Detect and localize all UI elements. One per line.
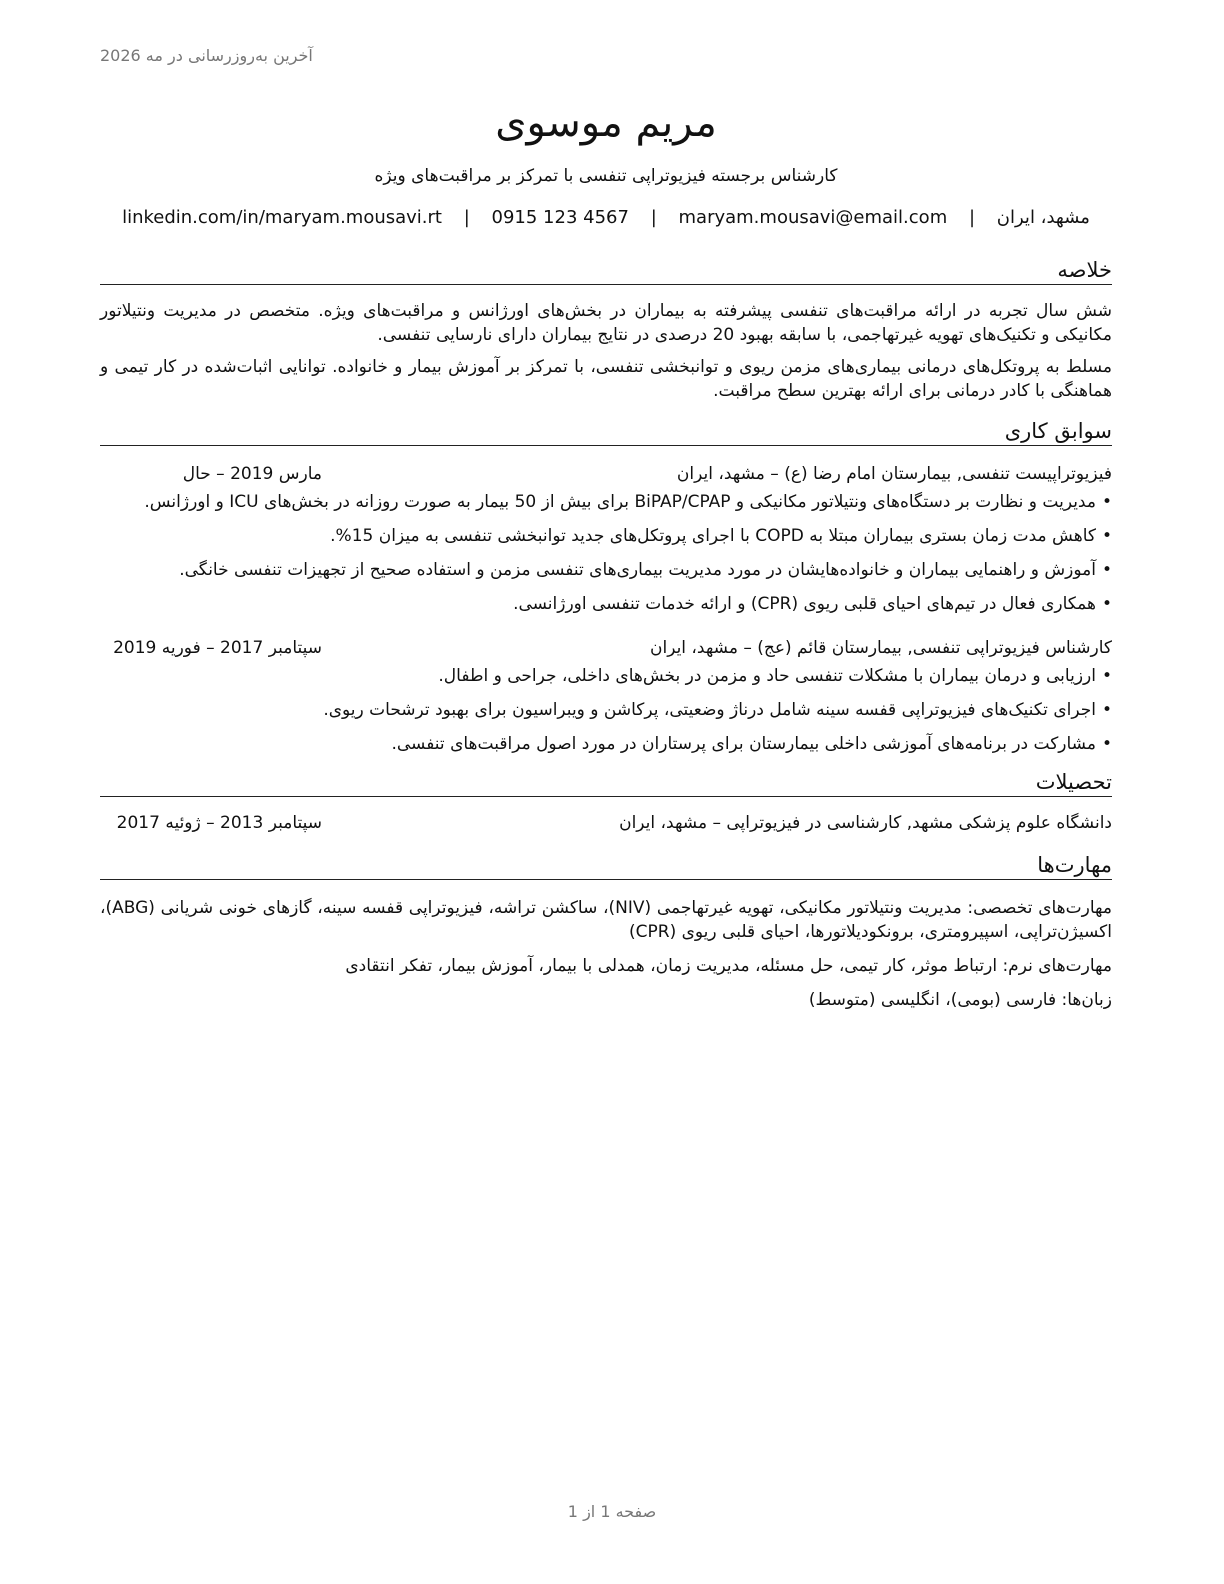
job-bullet-text: آموزش و راهنمایی بیماران و خانواده‌هایشان در مورد مدیریت بیماری‌های تنفسی مزمن و استفاده صحیح از تجهیزات تنفسی خانگی. — [179, 560, 1096, 580]
job-bullet: •اجرای تکنیک‌های فیزیوتراپی قفسه سینه شامل درناژ وضعیتی، پرکاشن و ویبراسیون برای بهبود ترشحات ریوی. — [323, 700, 1112, 720]
job-bullet-text: کاهش مدت زمان بستری بیماران مبتلا به COPD با اجرای پروتکل‌های جدید توانبخشی تنفسی به میزان 15%. — [330, 526, 1096, 546]
contact-separator: | — [463, 207, 470, 228]
contact-phone[interactable]: 0915 123 4567 — [491, 207, 629, 228]
skills-list — [100, 896, 1112, 1012]
section-title-summary: خلاصه — [100, 256, 1112, 285]
job-dates: سپتامبر 2017 – فوریه 2019 — [113, 638, 322, 658]
skill-line-technical: مهارت‌های تخصصی: مدیریت ونتیلاتور مکانیکی، تهویه غیرتهاجمی (NIV)، ساکشن تراشه، فیزیوتراپی قفسه سینه، گازهای خونی شریانی (ABG)، اکسیژن‌تراپی، اسپیرومتری، برونکودیلاتورها، احیای قلبی ریوی (CPR) — [100, 898, 1112, 942]
summary-paragraph: شش سال تجربه در ارائه مراقبت‌های تنفسی پیشرفته به بیماران در بخش‌های اورژانس و مراقبت‌های ویژه. متخصص در مدیریت ونتیلاتور مکانیکی و تکنیک‌های تهویه غیرتهاجمی، با سابقه بهبود 20 درصدی در نتایج بیماران دارای نارسایی تنفسی. — [100, 301, 1112, 345]
job-bullets — [100, 490, 1112, 616]
page-number: صفحه 1 از 1 — [567, 1502, 657, 1521]
candidate-tagline: کارشناس برجسته فیزیوتراپی تنفسی با تمرکز بر مراقبت‌های ویژه — [374, 166, 838, 186]
education-title: دانشگاه علوم پزشکی مشهد, کارشناسی در فیزیوتراپی – مشهد، ایران — [619, 813, 1112, 833]
candidate-name: مریم موسوی — [495, 100, 717, 146]
job-bullets — [100, 664, 1112, 756]
job-entry — [100, 462, 1112, 616]
section-title-skills: مهارت‌ها — [100, 851, 1112, 880]
job-header — [100, 636, 1112, 660]
last-updated-note: آخرین به‌روزرسانی در مه 2026 — [100, 46, 313, 65]
job-title: کارشناس فیزیوتراپی تنفسی, بیمارستان قائم (عج) – مشهد، ایران — [649, 638, 1112, 658]
skills-section — [100, 851, 1112, 1012]
job-bullet: •ارزیابی و درمان بیماران با مشکلات تنفسی حاد و مزمن در بخش‌های داخلی، جراحی و اطفال. — [438, 666, 1112, 686]
job-bullet-text: مدیریت و نظارت بر دستگاه‌های ونتیلاتور مکانیکی و BiPAP/CPAP برای بیش از 50 بیمار به صورت روزانه در بخش‌های ICU و اورژانس. — [144, 492, 1096, 512]
contact-line — [100, 204, 1112, 232]
skill-line-soft: مهارت‌های نرم: ارتباط موثر، کار تیمی، حل مسئله، مدیریت زمان، همدلی با بیمار، آموزش بیمار، تفکر انتقادی — [345, 956, 1112, 976]
job-bullet-text: مشارکت در برنامه‌های آموزشی داخلی بیمارستان برای پرستاران در مورد اصول مراقبت‌های تنفسی. — [391, 734, 1096, 754]
section-title-education: تحصیلات — [100, 768, 1112, 797]
job-bullet: •آموزش و راهنمایی بیماران و خانواده‌هایشان در مورد مدیریت بیماری‌های تنفسی مزمن و استفاده صحیح از تجهیزات تنفسی خانگی. — [179, 560, 1112, 580]
job-header — [100, 462, 1112, 486]
experience-section — [100, 417, 1112, 756]
summary-section — [100, 256, 1112, 403]
job-bullet: •مدیریت و نظارت بر دستگاه‌های ونتیلاتور مکانیکی و BiPAP/CPAP برای بیش از 50 بیمار به صورت روزانه در بخش‌های ICU و اورژانس. — [144, 492, 1112, 512]
job-bullet-text: همکاری فعال در تیم‌های احیای قلبی ریوی (CPR) و ارائه خدمات تنفسی اورژانسی. — [513, 594, 1096, 614]
education-entry — [100, 811, 1112, 835]
job-bullet-text: ارزیابی و درمان بیماران با مشکلات تنفسی حاد و مزمن در بخش‌های داخلی، جراحی و اطفال. — [438, 666, 1096, 686]
skill-line-languages: زبان‌ها: فارسی (بومی)، انگلیسی (متوسط) — [808, 990, 1112, 1010]
resume-content — [100, 94, 1112, 1022]
contact-separator: | — [650, 207, 657, 228]
job-bullet: •همکاری فعال در تیم‌های احیای قلبی ریوی (CPR) و ارائه خدمات تنفسی اورژانسی. — [513, 594, 1112, 614]
contact-separator: | — [968, 207, 976, 228]
job-bullet-text: اجرای تکنیک‌های فیزیوتراپی قفسه سینه شامل درناژ وضعیتی، پرکاشن و ویبراسیون برای بهبود ترشحات ریوی. — [323, 700, 1096, 720]
job-dates: مارس 2019 – حال — [182, 464, 322, 484]
job-entry — [100, 636, 1112, 756]
contact-location: مشهد، ایران — [996, 207, 1090, 228]
education-dates: سپتامبر 2013 – ژوئیه 2017 — [116, 813, 322, 833]
job-title: فیزیوتراپیست تنفسی, بیمارستان امام رضا (ع) – مشهد، ایران — [676, 464, 1112, 484]
contact-linkedin[interactable]: linkedin.com/in/maryam.mousavi.rt — [122, 207, 442, 228]
section-title-experience: سوابق کاری — [100, 417, 1112, 446]
job-bullet: •مشارکت در برنامه‌های آموزشی داخلی بیمارستان برای پرستاران در مورد اصول مراقبت‌های تنفسی. — [391, 734, 1112, 754]
job-bullet: •کاهش مدت زمان بستری بیماران مبتلا به COPD با اجرای پروتکل‌های جدید توانبخشی تنفسی به میزان 15%. — [330, 526, 1112, 546]
contact-email[interactable]: maryam.mousavi@email.com — [678, 207, 948, 228]
summary-paragraph: مسلط به پروتکل‌های درمانی بیماری‌های مزمن ریوی و توانبخشی تنفسی، با تمرکز بر آموزش بیمار و خانواده. توانایی اثبات‌شده در کار تیمی و هماهنگی با کادر درمانی برای ارائه بهترین سطح مراقبت. — [100, 357, 1112, 401]
education-section — [100, 768, 1112, 835]
